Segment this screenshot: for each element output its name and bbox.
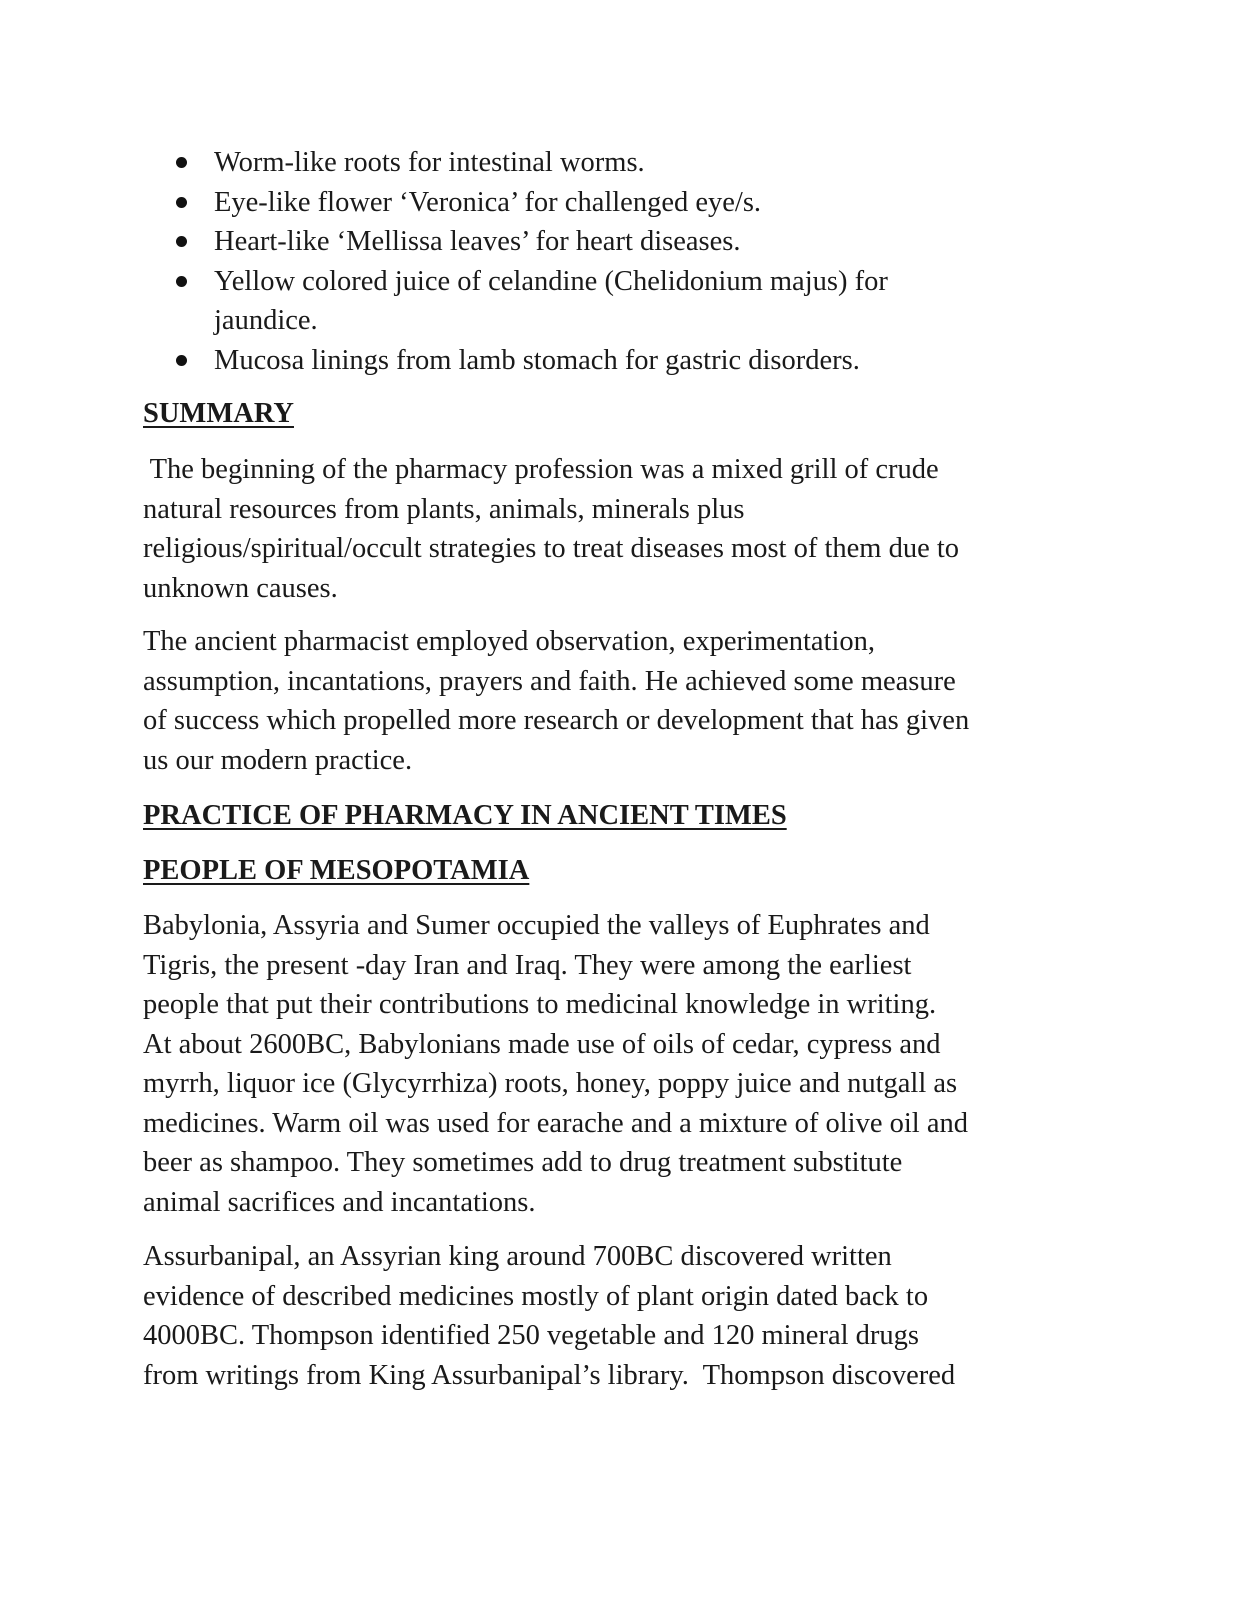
list-item bbox=[176, 222, 1076, 262]
text-line: natural resources from plants, animals, minerals plus bbox=[143, 493, 745, 525]
remedy-bullet-list bbox=[176, 143, 1076, 380]
bullet-icon bbox=[176, 276, 187, 287]
summary-paragraph-1 bbox=[143, 450, 1103, 608]
summary-paragraph-2 bbox=[143, 622, 1103, 780]
text-line: from writings from King Assurbanipal’s library. Thompson discovered bbox=[143, 1359, 956, 1391]
text-line: Tigris, the present -day Iran and Iraq. They were among the earliest bbox=[143, 949, 912, 981]
text-line: Assurbanipal, an Assyrian king around 700BC discovered written bbox=[143, 1241, 892, 1272]
text-line: evidence of described medicines mostly of plant origin dated back to bbox=[143, 1280, 929, 1312]
text-line: us our modern practice. bbox=[143, 744, 413, 776]
section-heading: PRACTICE OF PHARMACY IN ANCIENT TIMES bbox=[143, 800, 787, 831]
bullet-icon bbox=[176, 157, 187, 168]
bullet-icon bbox=[176, 355, 187, 366]
text-line: beer as shampoo. They sometimes add to drug treatment substitute bbox=[143, 1147, 903, 1178]
bullet-icon bbox=[176, 197, 187, 208]
bullet-icon bbox=[176, 236, 187, 247]
text-line: people that put their contributions to medicinal knowledge in writing. bbox=[143, 989, 937, 1020]
text-line: medicines. Warm oil was used for earache and a mixture of olive oil and bbox=[143, 1107, 968, 1139]
text-line: myrrh, liquor ice (Glycyrrhiza) roots, honey, poppy juice and nutgall as bbox=[143, 1068, 958, 1099]
list-item bbox=[176, 143, 1076, 183]
text-line: 4000BC. Thompson identified 250 vegetable and 120 mineral drugs bbox=[143, 1320, 919, 1351]
list-item-text: Worm-like roots for intestinal worms. bbox=[214, 147, 645, 178]
text-line: At about 2600BC, Babylonians made use of oils of cedar, cypress and bbox=[143, 1028, 941, 1060]
list-item-text: Mucosa linings from lamb stomach for gastric disorders. bbox=[214, 344, 860, 376]
text-line: The ancient pharmacist employed observation, experimentation, bbox=[143, 626, 876, 657]
list-item bbox=[176, 262, 1076, 341]
summary-heading: SUMMARY bbox=[143, 398, 294, 429]
list-item bbox=[176, 341, 1076, 381]
list-item-text: Eye-like flower ‘Veronica’ for challenged eye/s. bbox=[214, 186, 762, 218]
text-line: religious/spiritual/occult strategies to treat diseases most of them due to bbox=[143, 533, 960, 564]
text-line: The beginning of the pharmacy profession was a mixed grill of crude bbox=[143, 454, 939, 485]
list-item-text: Yellow colored juice of celandine (Chelidonium majus) for bbox=[214, 265, 888, 297]
text-line: animal sacrifices and incantations. bbox=[143, 1186, 536, 1218]
text-line: unknown causes. bbox=[143, 572, 338, 604]
mesopotamia-paragraph-2 bbox=[143, 1237, 1103, 1395]
list-item-text: jaundice. bbox=[214, 305, 318, 336]
list-item-text: Heart-like ‘Mellissa leaves’ for heart diseases. bbox=[214, 226, 741, 257]
text-line: Babylonia, Assyria and Sumer occupied the valleys of Euphrates and bbox=[143, 910, 930, 941]
list-item bbox=[176, 183, 1076, 223]
text-line: assumption, incantations, prayers and faith. He achieved some measure bbox=[143, 665, 956, 697]
section-subheading: PEOPLE OF MESOPOTAMIA bbox=[143, 855, 530, 886]
mesopotamia-paragraph-1 bbox=[143, 906, 1103, 1222]
text-line: of success which propelled more research or development that has given bbox=[143, 705, 970, 736]
